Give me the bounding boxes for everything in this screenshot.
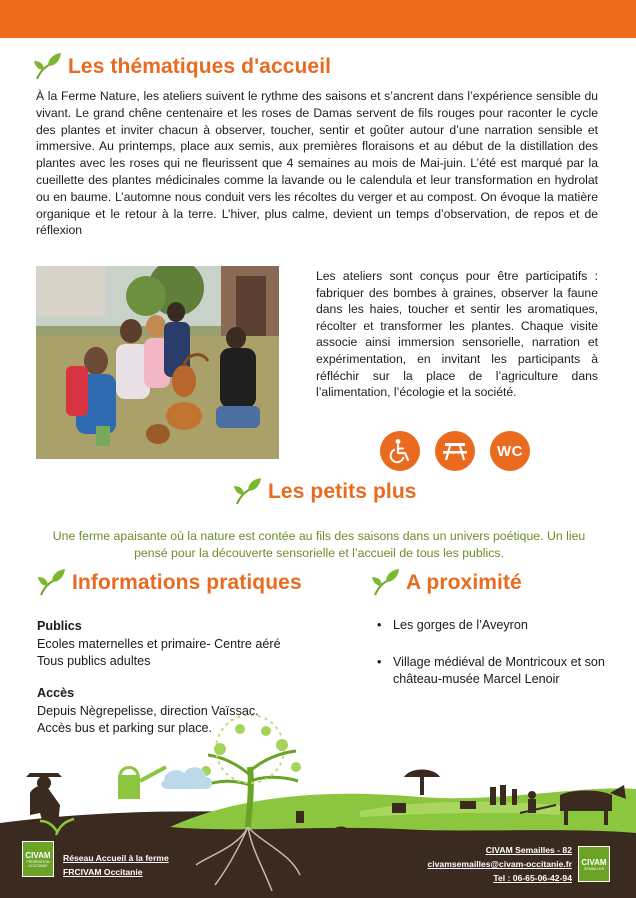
ateliers-paragraph: Les ateliers sont conçus pour être participatifs : fabriquer des bombes à graines, observer la faune dans les haies, toucher et sentir les aromatiques, récolter et transformer les plantes. Chaque visite associe ainsi immersion sensorielle, narration et expérimentation, en invitant les participants à réfléchir sur la place de l’agriculture dans l’alimentation, l’écologie et la société. bbox=[316, 269, 598, 400]
civam-logo-text: CIVAM bbox=[581, 857, 607, 867]
leaf-icon bbox=[34, 52, 62, 82]
petits-plus-text: Une ferme apaisante où la nature est contée au fils des saisons dans un univers poétique. Un lieu pensé pour la découverte sensorielle et l’accueil de tous les publics. bbox=[52, 529, 586, 560]
civam-logo-text: CIVAM bbox=[25, 850, 51, 860]
acces-label: Accès bbox=[37, 686, 75, 700]
footer-left-links bbox=[63, 851, 169, 879]
section-heading-proximite bbox=[372, 568, 522, 598]
acces-line: Accès bus et parking sur place. bbox=[37, 721, 213, 736]
publics-line: Tous publics adultes bbox=[37, 654, 151, 669]
top-orange-bar bbox=[0, 0, 636, 38]
leaf-icon bbox=[372, 568, 400, 598]
reseau-link[interactable]: Réseau Accueil à la ferme bbox=[63, 853, 169, 863]
section-heading-thematiques bbox=[34, 52, 331, 82]
section-heading-petits-plus bbox=[234, 477, 417, 507]
footer-contact bbox=[427, 843, 572, 885]
list-item: • Les gorges de l’Aveyron bbox=[376, 617, 611, 635]
frcivam-link[interactable]: FRCIVAM Occitanie bbox=[63, 867, 143, 877]
proximite-title: A proximité bbox=[406, 571, 522, 594]
civam-logo-left bbox=[22, 841, 54, 877]
petits-plus-title: Les petits plus bbox=[268, 480, 417, 503]
wc-label: WC bbox=[497, 442, 523, 460]
leaf-icon bbox=[38, 568, 66, 598]
publics-line: Ecoles maternelles et primaire- Centre aéré bbox=[37, 636, 281, 651]
phone-link[interactable]: Tel : 06-65-06-42-94 bbox=[493, 873, 572, 883]
accessibility-icons bbox=[380, 431, 530, 471]
workshop-photo bbox=[36, 266, 279, 459]
wc-icon bbox=[490, 431, 530, 471]
picnic-table-icon bbox=[435, 431, 475, 471]
acces-line: Depuis Nègrepelisse, direction Vaïssac. bbox=[37, 703, 259, 718]
leaf-icon bbox=[234, 477, 262, 507]
proximite-list bbox=[376, 617, 611, 708]
page-title: Les thématiques d'accueil bbox=[68, 55, 332, 78]
infos-title: Informations pratiques bbox=[72, 571, 302, 594]
civam-logo-right bbox=[578, 846, 610, 882]
section-heading-infos bbox=[38, 568, 302, 598]
wheelchair-icon bbox=[380, 431, 420, 471]
civam-semailles-link[interactable]: CIVAM Semailles - 82 bbox=[485, 845, 572, 855]
civam-logo-subtext: FÉDÉRATION OCCITANIE bbox=[26, 859, 50, 868]
intro-paragraph: À la Ferme Nature, les ateliers suivent le rythme des saisons et s’ancrent dans l’expérience sensible du vivant. Le grand chêne centenaire et les roses de Damas servent de fils rouges pour raconter le cycle des plantes et inviter chacun à observer, toucher, sentir et goûter autour d’une narration sensible et immersive. Au printemps, place aux semis, aux premières floraisons et au début de la distillation des plantes avec les roses qui ne fleurissent que 4 semaines au mois de Mai-juin. L’été est marqué par la cueillette des plantes médicinales comme la lavande ou le calendula et leur transformation en hydrolat ou en baume. L’automne nous conduit vers les récoltes du verger et au compost. On évoque la matière organique et le retour à la terre. L’hiver, plus calme, devient un temps d’observation, de repos et de réflexion bbox=[36, 89, 598, 238]
email-link[interactable]: civamsemailles@civam-occitanie.fr bbox=[427, 859, 572, 869]
civam-logo-subtext: SEMAILLES bbox=[584, 866, 604, 871]
list-item: • Village médiéval de Montricoux et son château-musée Marcel Lenoir bbox=[376, 654, 611, 689]
publics-label: Publics bbox=[37, 619, 82, 633]
publics-block bbox=[37, 618, 337, 671]
